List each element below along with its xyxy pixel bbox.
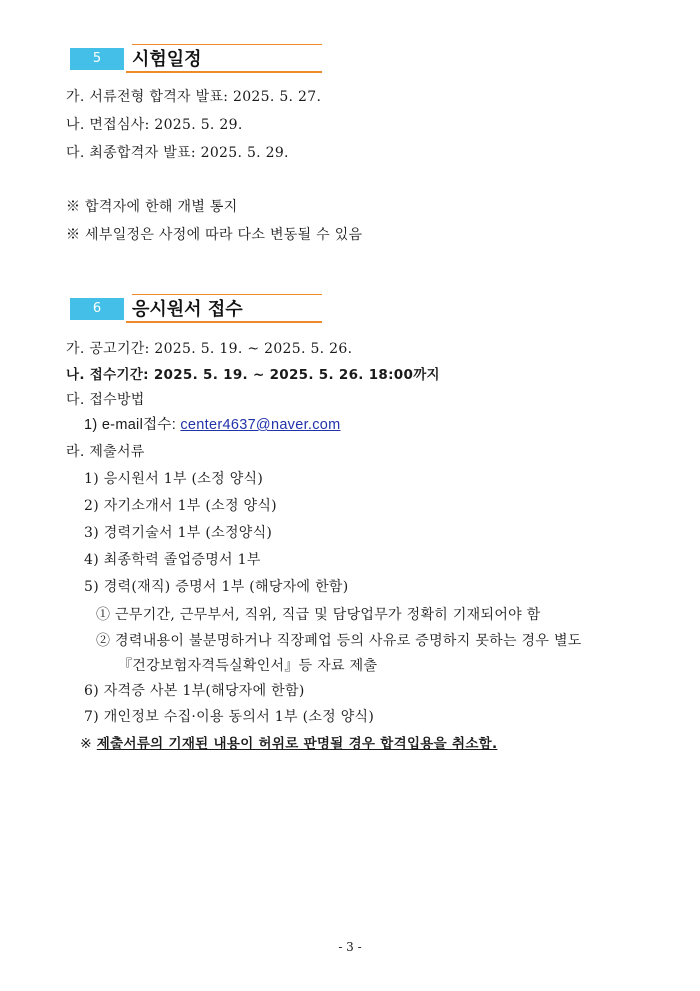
sub-doc-item: ① 근무기간, 근무부서, 직위, 직급 및 담당업무가 정확히 기재되어야 함 <box>96 607 541 623</box>
page-number: - 3 - <box>338 940 362 954</box>
schedule-line-1: 가. 서류전형 합격자 발표: 2025. 5. 27. <box>66 89 322 105</box>
doc-item: 4) 최종학력 졸업증명서 1부 <box>84 552 261 568</box>
section-5-header <box>70 46 322 72</box>
receipt-period: 나. 접수기간: 2025. 5. 19. ~ 2025. 5. 26. 18:00까지 <box>66 367 440 383</box>
warning-text: 제출서류의 기재된 내용이 허위로 판명될 경우 합격입용을 취소함. <box>96 736 498 752</box>
email-method-line <box>84 416 341 434</box>
warning-line <box>80 735 497 753</box>
schedule-line-2: 나. 면접심사: 2025. 5. 29. <box>66 117 243 133</box>
email-method-label: 1) e-mail접수: <box>84 417 181 433</box>
note-line-2: ※ 세부일정은 사정에 따라 다소 변동될 수 있음 <box>66 227 363 243</box>
section-title: 시험일정 <box>132 49 202 70</box>
email-link[interactable]: center4637@naver.com <box>180 417 341 433</box>
schedule-line-3: 다. 최종합격자 발표: 2025. 5. 29. <box>66 145 289 161</box>
doc-item: 2) 자기소개서 1부 (소정 양식) <box>84 498 277 514</box>
section-rule-bottom <box>126 71 322 73</box>
notice-period: 가. 공고기간: 2025. 5. 19. ~ 2025. 5. 26. <box>66 341 353 357</box>
section-title: 응시원서 접수 <box>132 299 243 320</box>
doc-item: 5) 경력(재직) 증명서 1부 (해당자에 한함) <box>84 579 349 595</box>
section-6-header <box>70 296 322 322</box>
section-number: 6 <box>70 298 124 320</box>
sub-doc-continuation: 『건강보험자격득실확인서』등 자료 제출 <box>118 658 378 674</box>
doc-item: 3) 경력기술서 1부 (소정양식) <box>84 525 273 541</box>
section-rule-bottom <box>126 321 322 323</box>
sub-doc-item: ② 경력내용이 불분명하거나 직장폐업 등의 사유로 증명하지 못하는 경우 별도 <box>96 633 582 649</box>
warning-mark: ※ <box>80 736 93 752</box>
doc-item: 7) 개인정보 수집·이용 동의서 1부 (소정 양식) <box>84 709 375 725</box>
doc-item: 6) 자격증 사본 1부(해당자에 한함) <box>84 683 305 699</box>
section-number: 5 <box>70 48 124 70</box>
method-heading: 다. 접수방법 <box>66 392 145 408</box>
note-line-1: ※ 합격자에 한해 개별 통지 <box>66 199 238 215</box>
doc-item: 1) 응시원서 1부 (소정 양식) <box>84 471 264 487</box>
docs-heading: 라. 제출서류 <box>66 444 145 460</box>
